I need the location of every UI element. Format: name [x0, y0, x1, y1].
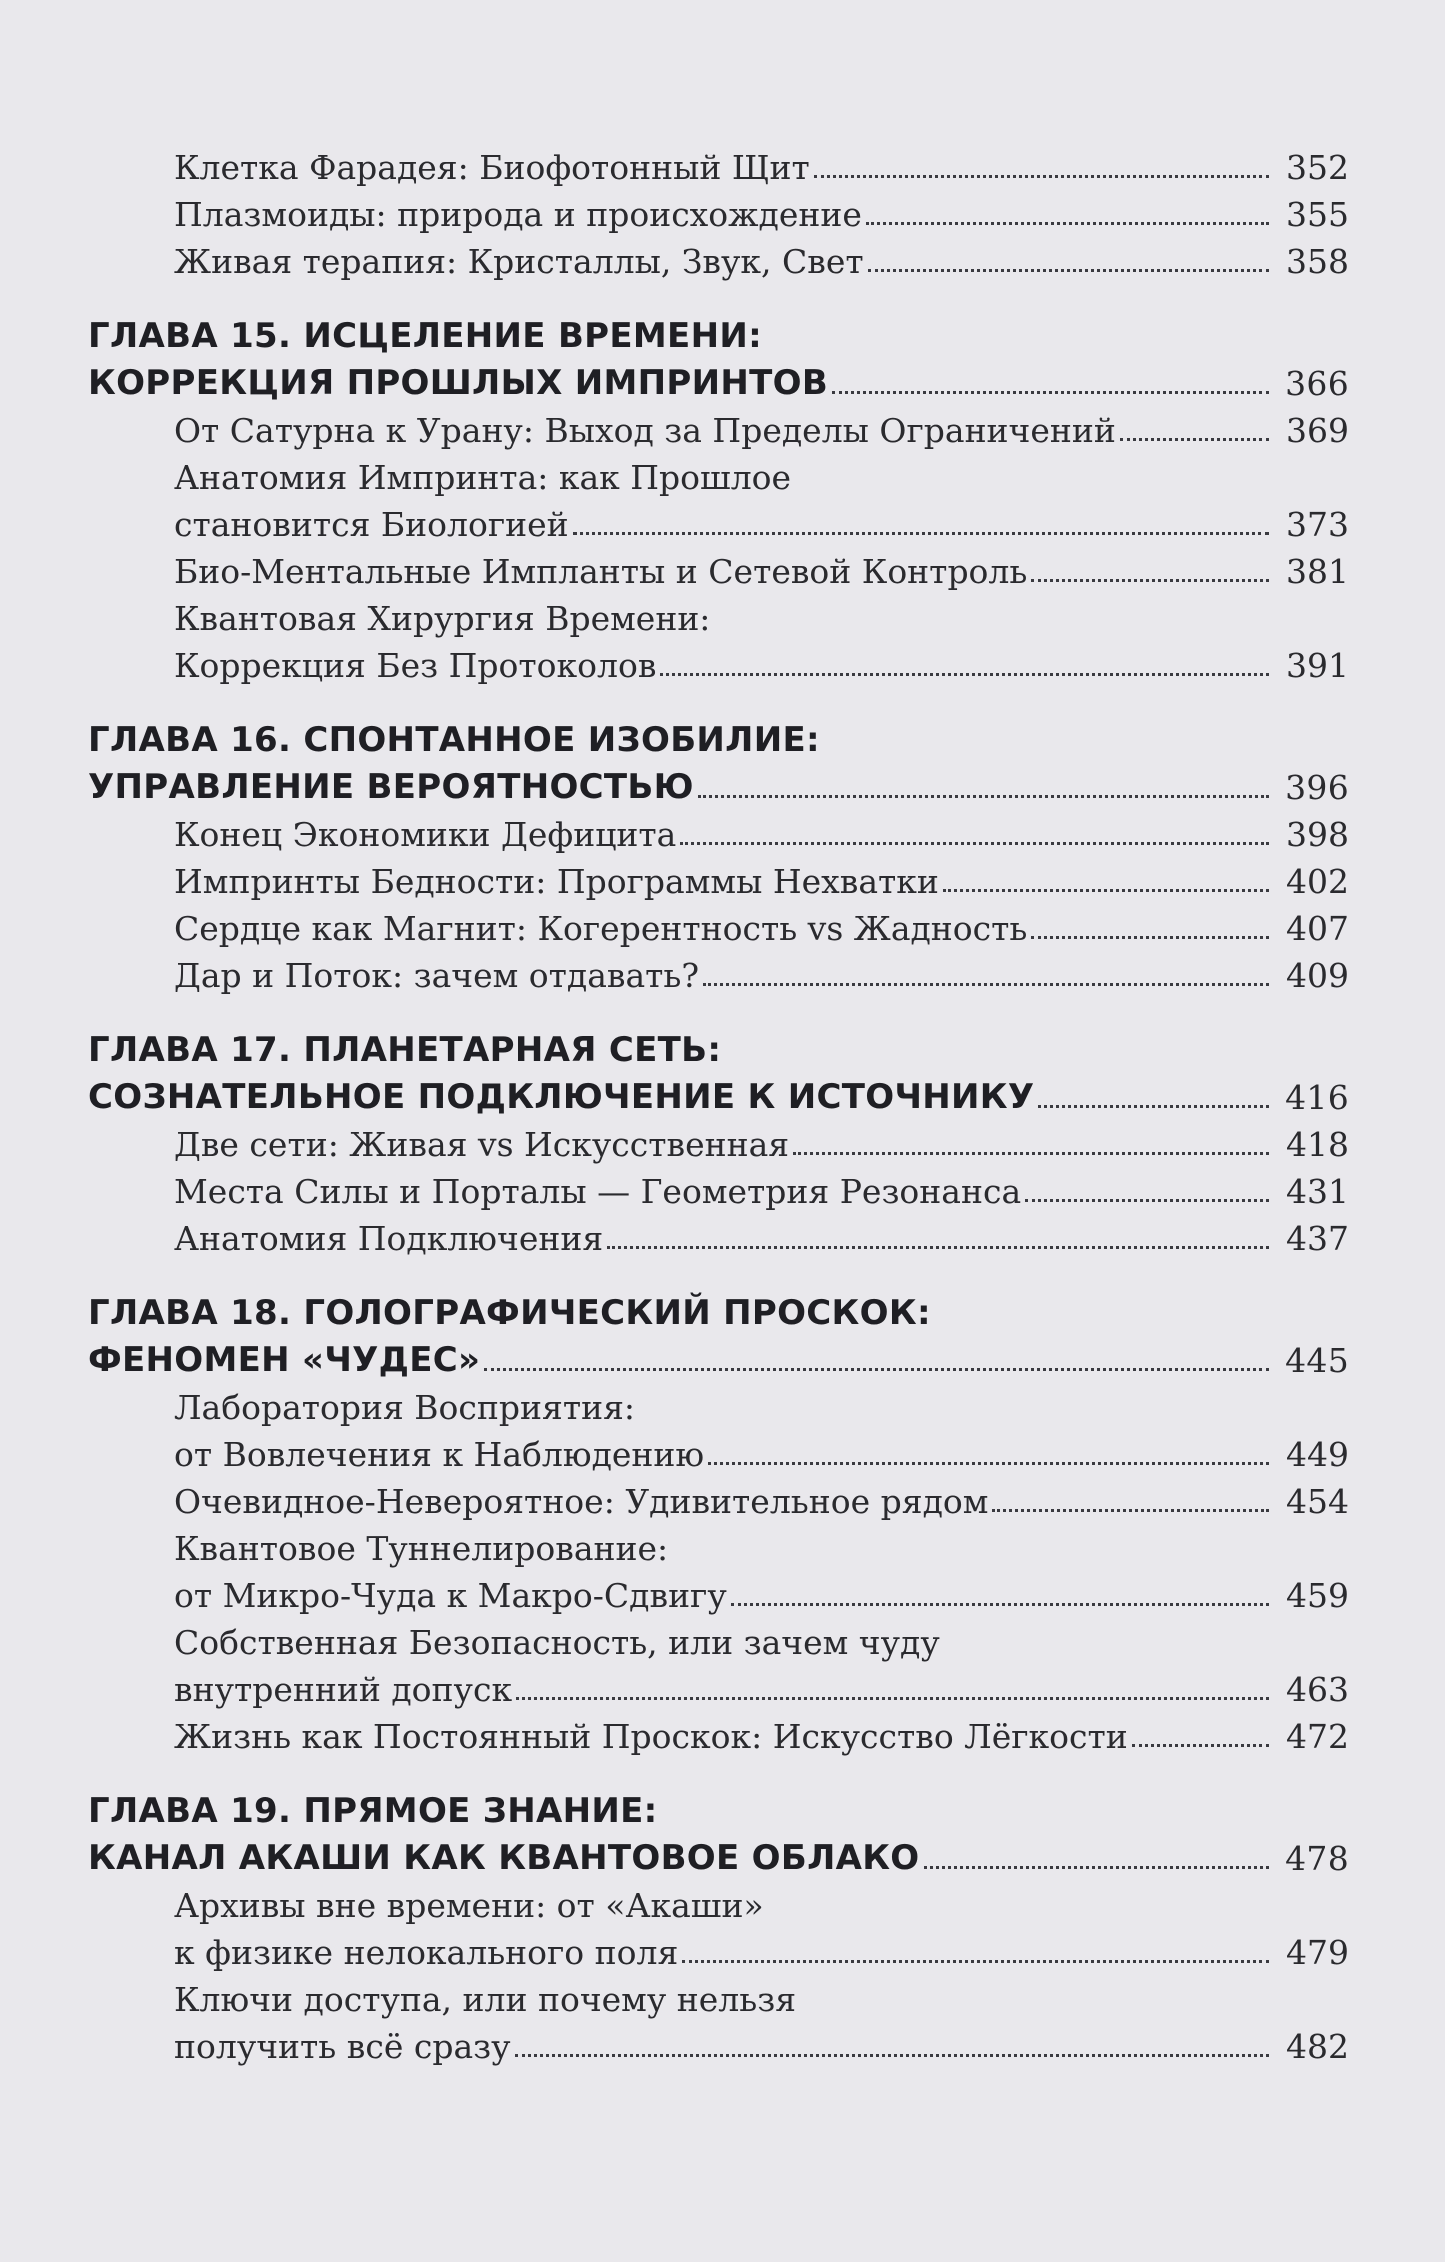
toc-entry-line [88, 807, 1349, 854]
toc-page-number: 479 [1286, 1933, 1349, 1972]
toc-entry[interactable] [88, 1164, 1349, 1211]
toc-entry[interactable] [88, 1709, 1349, 1756]
toc-entry-line [88, 1615, 1349, 1662]
toc-entry[interactable] [88, 1474, 1349, 1521]
dot-leader [943, 889, 1269, 892]
toc-page-number: 352 [1286, 148, 1349, 187]
toc-entry[interactable] [88, 234, 1349, 281]
toc-entry-line [88, 450, 1349, 497]
chapter-title-text: УПРАВЛЕНИЕ ВЕРОЯТНОСТЬЮ [88, 767, 694, 807]
chapter-heading [88, 309, 1349, 403]
chapter-heading [88, 1784, 1349, 1878]
toc-entry-title: получить всё сразу [174, 2027, 511, 2066]
toc-entry[interactable] [88, 544, 1349, 591]
chapter-page-number: 396 [1285, 768, 1349, 807]
chapter-title-text: ГЛАВА 15. ИСЦЕЛЕНИЕ ВРЕМЕНИ: [88, 316, 762, 356]
toc-entry-title: Квантовая Хирургия Времени: [174, 599, 711, 638]
toc-entry-title: Анатомия Импринта: как Прошлое [174, 458, 792, 497]
toc-entry-line [88, 1474, 1349, 1521]
toc-entry[interactable] [88, 1380, 1349, 1474]
dot-leader [484, 1368, 1269, 1371]
dot-leader [698, 795, 1269, 798]
toc-page-number: 431 [1286, 1172, 1349, 1211]
toc-entry[interactable] [88, 901, 1349, 948]
dot-leader [1038, 1105, 1269, 1108]
toc-page-number: 409 [1286, 956, 1349, 995]
toc-entry-line [88, 140, 1349, 187]
toc-page-number: 391 [1286, 646, 1349, 685]
chapter-heading-line [88, 1784, 1349, 1831]
toc-entry[interactable] [88, 187, 1349, 234]
dot-leader [832, 391, 1269, 394]
toc-entry-line [88, 1662, 1349, 1709]
toc-entry-line [88, 901, 1349, 948]
toc-entry-title: внутренний допуск [174, 1670, 513, 1709]
toc-entry-title: Клетка Фарадея: Биофотонный Щит [174, 148, 810, 187]
toc-chapter [88, 309, 1349, 685]
toc-chapter [88, 1784, 1349, 2066]
toc-page-number: 407 [1286, 909, 1349, 948]
toc-entry-title: к физике нелокального поля [174, 1933, 679, 1972]
toc-entry-line [88, 403, 1349, 450]
dot-leader [515, 2054, 1269, 2057]
dot-leader [682, 1960, 1269, 1963]
chapter-title-text: СОЗНАТЕЛЬНОЕ ПОДКЛЮЧЕНИЕ К ИСТОЧНИКУ [88, 1077, 1035, 1117]
toc-entry-line [88, 1709, 1349, 1756]
chapter-title-text: КАНАЛ АКАШИ КАК КВАНТОВОЕ ОБЛАКО [88, 1838, 920, 1878]
chapter-heading-line [88, 309, 1349, 356]
toc-entry[interactable] [88, 1878, 1349, 1972]
toc-page-number: 418 [1286, 1125, 1349, 1164]
dot-leader [1031, 936, 1269, 939]
toc-entry-title: Ключи доступа, или почему нельзя [174, 1980, 797, 2019]
toc-entry[interactable] [88, 948, 1349, 995]
chapter-title-text: ГЛАВА 17. ПЛАНЕТАРНАЯ СЕТЬ: [88, 1030, 722, 1070]
chapter-heading-line [88, 1831, 1349, 1878]
toc-entry-line [88, 854, 1349, 901]
chapter-heading [88, 713, 1349, 807]
toc-entry-title: Лаборатория Восприятия: [174, 1388, 636, 1427]
toc-page-number: 398 [1286, 815, 1349, 854]
toc-page-number: 463 [1286, 1670, 1349, 1709]
chapter-title-text: ФЕНОМЕН «ЧУДЕС» [88, 1340, 481, 1380]
dot-leader [992, 1509, 1269, 1512]
chapter-heading-line [88, 1023, 1349, 1070]
dot-leader [866, 222, 1269, 225]
toc-chapter [88, 140, 1349, 281]
dot-leader [703, 983, 1269, 986]
toc-entry-title: Дар и Поток: зачем отдавать? [174, 956, 700, 995]
dot-leader [660, 673, 1269, 676]
toc-page-number: 369 [1286, 411, 1349, 450]
toc-page-number: 459 [1286, 1576, 1349, 1615]
toc-page-number: 449 [1286, 1435, 1349, 1474]
toc-entry-title: Квантовое Туннелирование: [174, 1529, 669, 1568]
chapter-heading-line [88, 356, 1349, 403]
toc-entry-line [88, 187, 1349, 234]
dot-leader [708, 1462, 1269, 1465]
chapter-title-text: КОРРЕКЦИЯ ПРОШЛЫХ ИМПРИНТОВ [88, 363, 829, 403]
toc-entry-title: Две сети: Живая vs Искусственная [174, 1125, 790, 1164]
dot-leader [1025, 1199, 1269, 1202]
chapter-title-text: ГЛАВА 19. ПРЯМОЕ ЗНАНИЕ: [88, 1791, 658, 1831]
toc-entry-line [88, 1568, 1349, 1615]
toc-entry[interactable] [88, 1972, 1349, 2066]
toc-page-number: 437 [1286, 1219, 1349, 1258]
toc-entry[interactable] [88, 591, 1349, 685]
toc-page-number: 358 [1286, 242, 1349, 281]
toc-entry[interactable] [88, 450, 1349, 544]
dot-leader [731, 1603, 1269, 1606]
toc-entry-title: Коррекция Без Протоколов [174, 646, 657, 685]
toc-entry-line [88, 1521, 1349, 1568]
toc-chapter [88, 1286, 1349, 1756]
toc-entry-line [88, 1380, 1349, 1427]
dot-leader [868, 269, 1269, 272]
toc-page-number: 454 [1286, 1482, 1349, 1521]
toc-page-number: 381 [1286, 552, 1349, 591]
dot-leader [1120, 438, 1269, 441]
toc-entry[interactable] [88, 854, 1349, 901]
dot-leader [814, 175, 1269, 178]
toc-entry[interactable] [88, 1211, 1349, 1258]
chapter-heading [88, 1286, 1349, 1380]
toc-entry-title: Очевидное-Невероятное: Удивительное рядом [174, 1482, 989, 1521]
toc-entry-title: Архивы вне времени: от «Акаши» [174, 1886, 764, 1925]
chapter-heading-line [88, 760, 1349, 807]
chapter-page-number: 366 [1285, 364, 1349, 403]
toc-entry-line [88, 1925, 1349, 1972]
chapter-heading-line [88, 1070, 1349, 1117]
chapter-title-text: ГЛАВА 16. СПОНТАННОЕ ИЗОБИЛИЕ: [88, 720, 820, 760]
toc-entry-title: становится Биологией [174, 505, 569, 544]
dot-leader [793, 1152, 1269, 1155]
toc-entry[interactable] [88, 1117, 1349, 1164]
toc-entry-title: Места Силы и Порталы — Геометрия Резонанса [174, 1172, 1022, 1211]
chapter-heading-line [88, 713, 1349, 760]
chapter-title-text: ГЛАВА 18. ГОЛОГРАФИЧЕСКИЙ ПРОСКОК: [88, 1293, 931, 1333]
toc-entry-title: Собственная Безопасность, или зачем чуду [174, 1623, 940, 1662]
toc-entry-title: Анатомия Подключения [174, 1219, 604, 1258]
dot-leader [1031, 579, 1269, 582]
toc-entry-line [88, 2019, 1349, 2066]
toc-entry-title: От Сатурна к Урану: Выход за Пределы Ограничений [174, 411, 1116, 450]
dot-leader [924, 1866, 1269, 1869]
toc-entry-title: Живая терапия: Кристаллы, Звук, Свет [174, 242, 864, 281]
toc-page-number: 472 [1286, 1717, 1349, 1756]
chapter-page-number: 445 [1285, 1341, 1349, 1380]
toc-page-number: 373 [1286, 505, 1349, 544]
toc-entry-title: от Вовлечения к Наблюдению [174, 1435, 705, 1474]
toc-entry[interactable] [88, 140, 1349, 187]
toc-entry-line [88, 1878, 1349, 1925]
toc-entry-title: Био-Ментальные Импланты и Сетевой Контроль [174, 552, 1028, 591]
dot-leader [1132, 1744, 1269, 1747]
toc-entry-title: от Микро-Чуда к Макро-Сдвигу [174, 1576, 727, 1615]
toc-entry-line [88, 948, 1349, 995]
chapter-heading [88, 1023, 1349, 1117]
dot-leader [607, 1246, 1269, 1249]
toc-entry-title: Плазмоиды: природа и происхождение [174, 195, 862, 234]
toc-entry-line [88, 1164, 1349, 1211]
toc-entry-line [88, 1427, 1349, 1474]
chapter-page-number: 416 [1285, 1078, 1349, 1117]
dot-leader [573, 532, 1269, 535]
toc-page-number: 482 [1286, 2027, 1349, 2066]
toc-entry-line [88, 1211, 1349, 1258]
toc-entry[interactable] [88, 403, 1349, 450]
toc-entry-line [88, 1972, 1349, 2019]
chapter-heading-line [88, 1286, 1349, 1333]
toc-page-number: 355 [1286, 195, 1349, 234]
toc-entry-line [88, 544, 1349, 591]
toc-entry-title: Конец Экономики Дефицита [174, 815, 677, 854]
chapter-heading-line [88, 1333, 1349, 1380]
chapter-page-number: 478 [1285, 1839, 1349, 1878]
toc-entry-title: Импринты Бедности: Программы Нехватки [174, 862, 939, 901]
toc-entry-line [88, 638, 1349, 685]
toc-entry-line [88, 1117, 1349, 1164]
toc-chapter [88, 713, 1349, 995]
toc-entry[interactable] [88, 1615, 1349, 1709]
toc-page-number: 402 [1286, 862, 1349, 901]
toc-entry-line [88, 234, 1349, 281]
toc-entry-title: Жизнь как Постоянный Проскок: Искусство Лёгкости [174, 1717, 1128, 1756]
toc-entry-line [88, 497, 1349, 544]
dot-leader [516, 1697, 1269, 1700]
toc-entry[interactable] [88, 1521, 1349, 1615]
toc-chapter [88, 1023, 1349, 1258]
toc-entry[interactable] [88, 807, 1349, 854]
dot-leader [680, 842, 1269, 845]
toc-entry-title: Сердце как Магнит: Когерентность vs Жадность [174, 909, 1028, 948]
toc-entry-line [88, 591, 1349, 638]
